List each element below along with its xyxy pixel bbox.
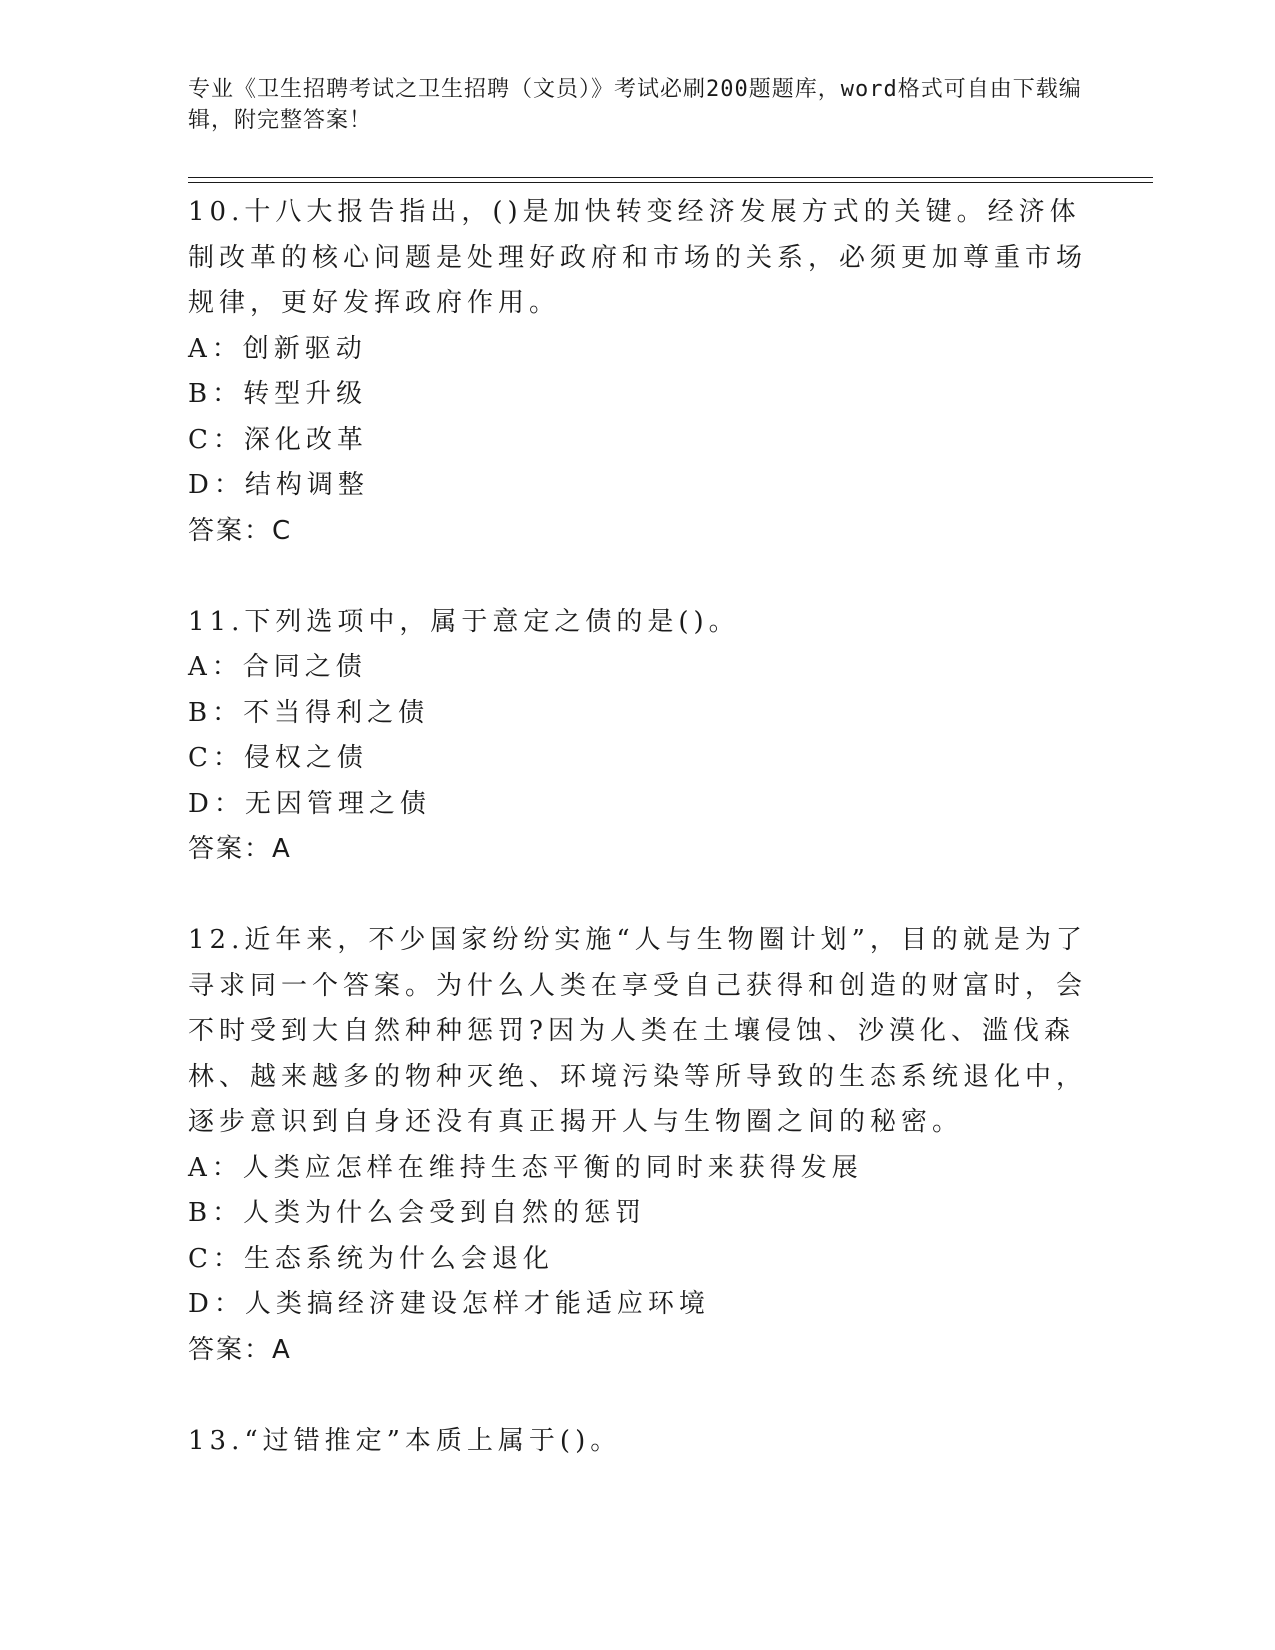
header-divider-bottom [188,182,1153,183]
question-10 [188,190,1088,554]
document-intro: 专业《卫生招聘考试之卫生招聘（文员）》考试必刷200题题库，word格式可自由下载编辑，附完整答案！ [188,77,1082,133]
question-11 [188,600,1088,873]
answer-line: 答案：A [188,1334,292,1365]
header-divider-top [188,177,1153,178]
option-b: B：人类为什么会受到自然的惩罚 [188,1198,647,1228]
option-d: D：无因管理之债 [188,788,431,819]
option-c: C：侵权之债 [188,743,368,773]
option-a: A：创新驱动 [188,333,367,364]
answer-line: 答案：A [188,834,292,864]
question-spacer [188,554,1088,600]
option-d: D：人类搞经济建设怎样才能适应环境 [188,1289,710,1319]
question-stem: 13.“过错推定”本质上属于()。 [188,1425,622,1456]
option-c: C：深化改革 [188,424,368,455]
question-spacer [188,873,1088,919]
question-12 [188,918,1088,1373]
question-stem: 12.近年来，不少国家纷纷实施“人与生物圈计划”，目的就是为了寻求同一个答案。为什么人类在享受自己获得和创造的财富时，会不时受到大自然种种惩罚?因为人类在土壤侵蚀、沙漠化、滥伐森林、越来越多的物种灭绝、环境污染等所导致的生态系统退化中，逐步意识到自身还没有真正揭开人与生物圈之间的秘密。 [188,925,1088,1137]
question-stem: 11.下列选项中，属于意定之债的是()。 [188,606,740,637]
answer-line: 答案：C [188,515,293,546]
option-c: C：生态系统为什么会退化 [188,1243,554,1274]
option-b: B：不当得利之债 [188,697,430,728]
option-b: B：转型升级 [188,379,368,409]
question-spacer [188,1373,1088,1419]
option-d: D：结构调整 [188,470,369,500]
question-list [188,190,1088,1464]
option-a: A：合同之债 [188,652,367,682]
option-a: A：人类应怎样在维持生态平衡的同时来获得发展 [188,1152,863,1183]
question-stem: 10.十八大报告指出，()是加快转变经济发展方式的关键。经济体制改革的核心问题是处理好政府和市场的关系，必须更加尊重市场规律，更好发挥政府作用。 [188,197,1088,318]
question-13 [188,1419,1088,1465]
